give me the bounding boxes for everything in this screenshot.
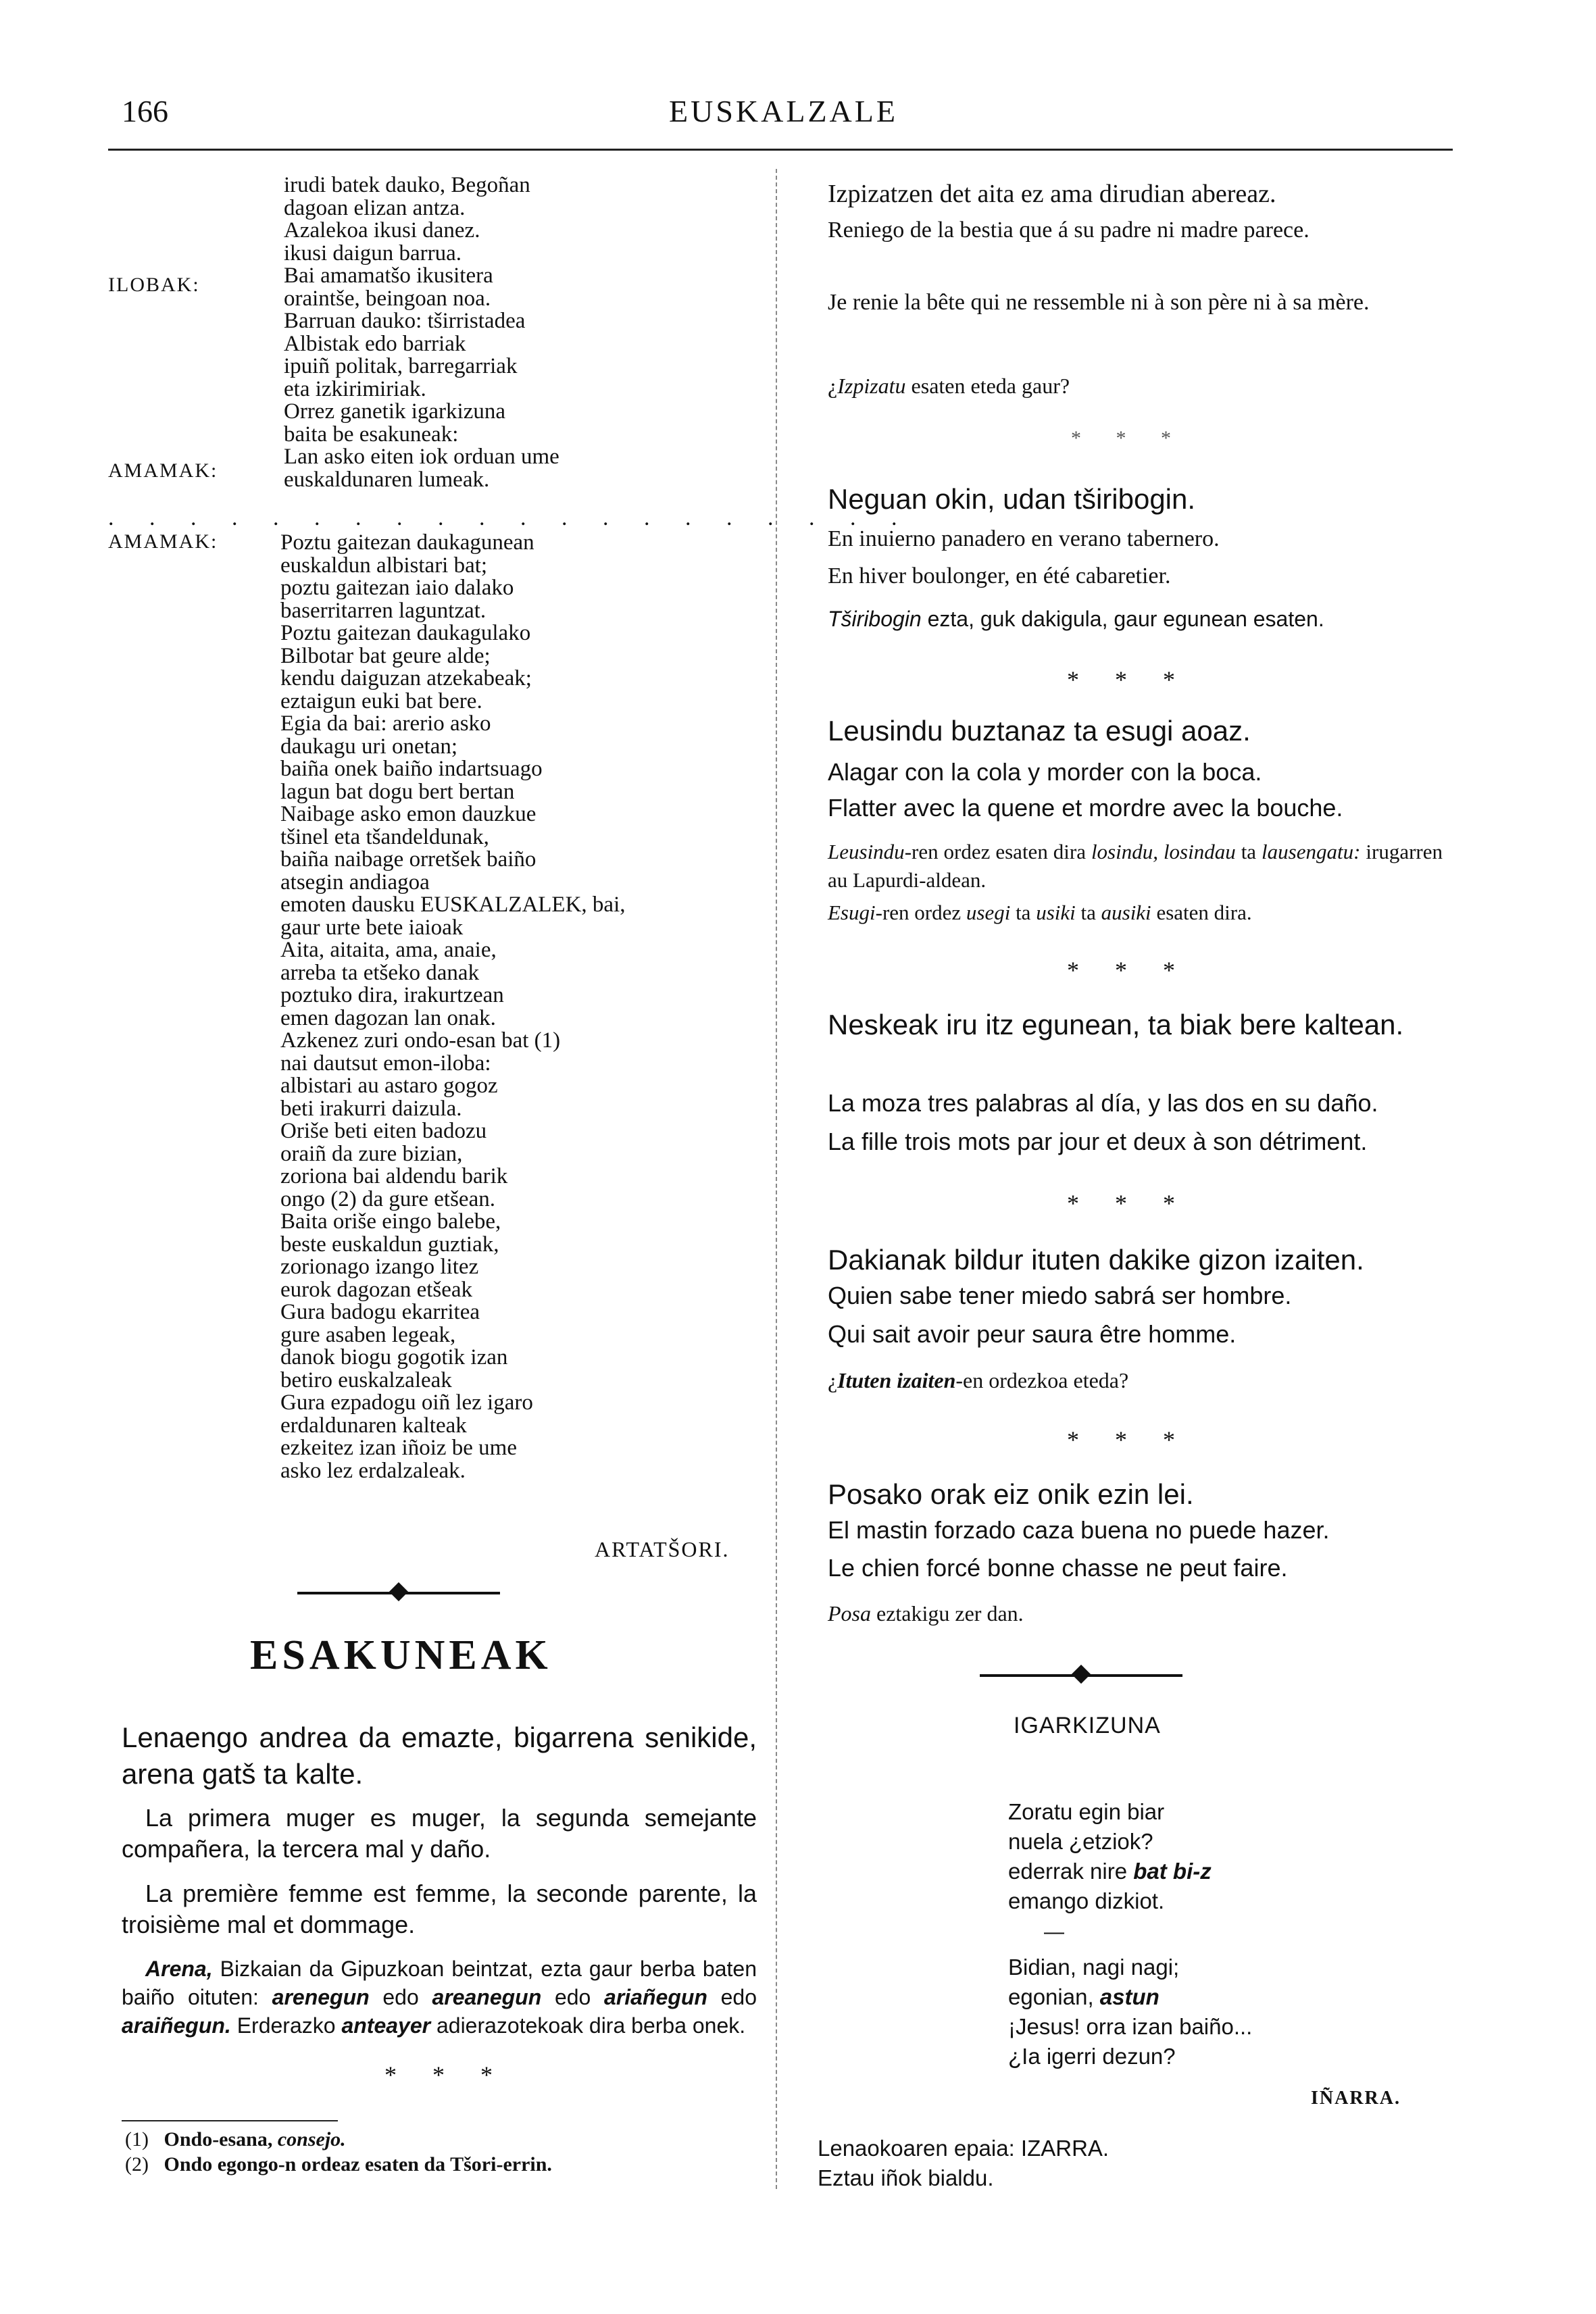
saying-note bbox=[828, 838, 1443, 895]
poem-line: Egia da bai: arerio asko bbox=[280, 711, 491, 736]
riddle-verse bbox=[1008, 1953, 1252, 2071]
stars-divider: * * * bbox=[1071, 427, 1186, 449]
poem-line: baiña naibage orretšek baiño bbox=[280, 847, 537, 872]
note-term: Arena, bbox=[145, 1957, 213, 1981]
poem-line: Aita, aitaita, ama, anaie, bbox=[280, 938, 497, 962]
note-term: usiki bbox=[1036, 901, 1076, 924]
header-rule bbox=[108, 149, 1453, 151]
poem-stanza-a bbox=[284, 174, 559, 491]
poem-line: ongo (2) da gure etšean. bbox=[280, 1186, 495, 1211]
poem-line: oraiñ da zure bizian, bbox=[280, 1141, 463, 1166]
riddle-line bbox=[1008, 1982, 1252, 2012]
poem-line: arreba ta etšeko danak bbox=[280, 960, 480, 985]
riddle-title: IGARKIZUNA bbox=[1014, 1713, 1161, 1738]
note-term: Izpizatu bbox=[837, 374, 906, 398]
stars-divider: * * * bbox=[1067, 1190, 1190, 1217]
poem-line: emoten dausku EUSKALZALEK, bai, bbox=[280, 892, 626, 917]
poem-line: Oriše beti eiten badozu bbox=[280, 1119, 487, 1143]
riddle-term: bat bi-z bbox=[1133, 1859, 1212, 1884]
poem-line: atsegin andiagoa bbox=[280, 870, 430, 895]
poem-line: Lan asko eiten iok orduan ume bbox=[284, 445, 559, 469]
note-term: araiñegun. bbox=[122, 2013, 231, 2038]
saying-basque: Izpizatzen det aita ez ama dirudian abereaz. bbox=[828, 180, 1276, 208]
note-text: adierazotekoak dira berba onek. bbox=[430, 2013, 746, 2038]
poem-line: Baita oriše eingo balebe, bbox=[280, 1209, 501, 1234]
poem-line: zoriona bai aldendu barik bbox=[280, 1164, 508, 1188]
footnotes bbox=[125, 2127, 552, 2177]
poem-line: lagun bat dogu bert bertan bbox=[280, 779, 515, 804]
poem-line: ipuiñ politak, barregarriak bbox=[284, 354, 518, 378]
page-number: 166 bbox=[122, 94, 168, 128]
saying-basque: Leusindu buztanaz ta esugi aoaz. bbox=[828, 715, 1251, 747]
note-text: ezta, guk dakigula, gaur egunean esaten. bbox=[921, 607, 1324, 631]
note-text: esaten eteda gaur? bbox=[905, 374, 1070, 398]
note-text: ¿ bbox=[828, 374, 838, 398]
poem-line: Bilbotar bat geure alde; bbox=[280, 643, 491, 668]
note-text: edo bbox=[541, 1985, 605, 2009]
stars-divider: * * * bbox=[384, 2061, 507, 2088]
answer-line: Eztau iñok bialdu. bbox=[818, 2165, 994, 2190]
footnote bbox=[125, 2127, 552, 2152]
poem-line: Gura badogu ekarritea bbox=[280, 1300, 480, 1324]
saying-french: La fille trois mots par jour et deux à son détriment. bbox=[828, 1128, 1368, 1155]
poem-line: danok biogu gogotik izan bbox=[280, 1345, 508, 1369]
note-text: ta bbox=[1235, 840, 1262, 863]
note-text: esaten dira. bbox=[1151, 901, 1252, 924]
poem-line: Azalekoa ikusi danez. bbox=[284, 218, 480, 243]
note-term: ausiki bbox=[1101, 901, 1151, 924]
note-text: edo bbox=[707, 1985, 757, 2009]
riddle-line: Bidian, nagi nagi; bbox=[1008, 1955, 1180, 1980]
note-text: eztakigu zer dan. bbox=[871, 1601, 1024, 1626]
poem-line: gure asaben legeak, bbox=[280, 1322, 456, 1347]
poem-line: eurok dagozan etšeak bbox=[280, 1277, 473, 1302]
riddle-line: ¡Jesus! orra izan baiño... bbox=[1008, 2014, 1253, 2039]
riddle-verse bbox=[1008, 1797, 1212, 1916]
poem-line: albistari au astaro gogoz bbox=[280, 1074, 498, 1098]
note-term: arenegun bbox=[272, 1985, 370, 2009]
poem-line: nai dautsut emon-iloba: bbox=[280, 1051, 491, 1076]
poem-line: beti irakurri daizula. bbox=[280, 1096, 462, 1121]
riddle-text: egonian, bbox=[1008, 1984, 1100, 2009]
saying-note bbox=[828, 1598, 1024, 1629]
poem-line: baserritarren laguntzat. bbox=[280, 598, 487, 623]
stars-divider: * * * bbox=[1067, 666, 1190, 693]
note-text: edo bbox=[369, 1985, 432, 2009]
riddle-term: astun bbox=[1099, 1984, 1159, 2009]
poem-line: eztaigun euki bat bere. bbox=[280, 688, 482, 713]
saying-french: La première femme est femme, la seconde parente, la troisième mal et dommage. bbox=[122, 1880, 757, 1938]
poem-line: oraintše, beingoan noa. bbox=[284, 286, 491, 311]
poem-line: daukagu uri onetan; bbox=[280, 734, 458, 759]
poem-line: ezkeitez izan iñoiz be ume bbox=[280, 1436, 517, 1460]
poem-line: Poztu gaitezan daukagunean bbox=[280, 530, 534, 555]
note-term: areanegun bbox=[432, 1985, 542, 2009]
saying-spanish: La primera muger es muger, la segunda semejante compañera, la tercera mal y daño. bbox=[122, 1804, 757, 1863]
note-term: losindu, losindau bbox=[1091, 840, 1236, 863]
poem-line: Bai amamatšo ikusitera bbox=[284, 263, 493, 288]
note-term: Tširibogin bbox=[828, 607, 922, 631]
poem-line: eta izkirimiriak. bbox=[284, 376, 426, 401]
footnote-text: Ondo egongo-n ordeaz esaten da Tšori-errin. bbox=[164, 2153, 552, 2175]
ornament-divider bbox=[980, 1662, 1182, 1689]
riddle-dash: — bbox=[1044, 1921, 1064, 1943]
footnote-mark: (1) bbox=[125, 2128, 149, 2150]
note-text: -ren ordez esaten dira bbox=[904, 840, 1091, 863]
poem-line: kendu daiguzan atzekabeak; bbox=[280, 666, 532, 690]
saying-basque: Dakianak bildur ituten dakike gizon izaiten. bbox=[828, 1244, 1364, 1276]
poem-line: Naibage asko emon dauzkue bbox=[280, 802, 537, 826]
poem-line: ikusi daigun barrua. bbox=[284, 241, 462, 266]
speaker-amamak: AMAMAK: bbox=[108, 459, 218, 482]
saying-spanish: En inuierno panadero en verano tabernero. bbox=[828, 526, 1220, 551]
note-text: -en ordezkoa eteda? bbox=[955, 1368, 1129, 1392]
poem-line: Orrez ganetik igarkizuna bbox=[284, 399, 506, 424]
saying-french: En hiver boulonger, en été cabaretier. bbox=[828, 563, 1171, 588]
poem-line: emen dagozan lan onak. bbox=[280, 1005, 496, 1030]
saying-spanish: Quien sabe tener miedo sabrá ser hombre. bbox=[828, 1282, 1292, 1309]
stars-divider: * * * bbox=[1067, 1426, 1190, 1453]
saying-note bbox=[122, 1955, 757, 2040]
footnote bbox=[125, 2152, 552, 2177]
saying-basque: Neskeak iru itz egunean, ta biak bere kaltean. bbox=[828, 1009, 1404, 1040]
note-term: Esugi bbox=[828, 901, 876, 924]
poem-line: gaur urte bete iaioak bbox=[280, 915, 464, 940]
poem-line: Poztu gaitezan daukagulako bbox=[280, 621, 531, 645]
ornament-divider bbox=[297, 1580, 500, 1607]
riddle-text: ederrak nire bbox=[1008, 1859, 1134, 1884]
poem-line: Gura ezpadogu oiñ lez igaro bbox=[280, 1390, 533, 1415]
riddle-line: Zoratu egin biar bbox=[1008, 1799, 1165, 1824]
riddle-answer bbox=[818, 2134, 1109, 2193]
saying-french: Flatter avec la quene et mordre avec la bouche. bbox=[828, 794, 1343, 822]
poem-line: euskaldunaren lumeak. bbox=[284, 467, 490, 492]
note-term: Posa bbox=[828, 1601, 871, 1626]
poem-stanza-b bbox=[280, 532, 626, 1482]
note-text: Bizkaian da Gipuzkoan beintzat, ezta gaur berba baten baiño oituten: bbox=[122, 1957, 757, 2009]
saying-note bbox=[828, 899, 1252, 927]
note-term: Leusindu bbox=[828, 840, 905, 863]
note-term: anteayer bbox=[341, 2013, 431, 2038]
saying-note bbox=[828, 1365, 1128, 1396]
saying-spanish: El mastin forzado caza buena no puede hazer. bbox=[828, 1516, 1330, 1544]
poem-line: tšinel eta tšandeldunak, bbox=[280, 824, 489, 849]
note-text: -ren ordez bbox=[875, 901, 966, 924]
poem-line: poztuko dira, irakurtzean bbox=[280, 983, 504, 1007]
ellipsis-divider: . . . . . . . . . . . . . . . . . . . . bbox=[108, 505, 912, 530]
poem-line: dagoan elizan antza. bbox=[284, 195, 466, 220]
column-divider bbox=[776, 169, 777, 2189]
saying-spanish: La moza tres palabras al día, y las dos en su daño. bbox=[828, 1089, 1378, 1117]
riddle-line: nuela ¿etziok? bbox=[1008, 1829, 1153, 1854]
poem-line: irudi batek dauko, Begoñan bbox=[284, 173, 530, 197]
saying-french: Qui sait avoir peur saura être homme. bbox=[828, 1320, 1237, 1348]
speaker-amamak: AMAMAK: bbox=[108, 530, 218, 553]
saying-french: Je renie la bête qui ne ressemble ni à son père ni à sa mère. bbox=[828, 290, 1370, 315]
riddle-line bbox=[1008, 1857, 1212, 1886]
footnote-text: Ondo-esana, bbox=[164, 2128, 278, 2150]
poem-line: beste euskaldun guztiak, bbox=[280, 1232, 499, 1257]
footnote-italic: consejo. bbox=[277, 2128, 346, 2150]
poem-line: Barruan dauko: tširristadea bbox=[284, 309, 526, 333]
note-term: lausengatu: bbox=[1262, 840, 1361, 863]
section-title: ESAKUNEAK bbox=[250, 1632, 552, 1678]
note-text: Erderazko bbox=[230, 2013, 342, 2038]
poem-line: asko lez erdalzaleak. bbox=[280, 1458, 466, 1483]
speaker-ilobak: ILOBAK: bbox=[108, 274, 200, 296]
riddle-line: emango dizkiot. bbox=[1008, 1888, 1165, 1913]
poem-line: euskaldun albistari bat; bbox=[280, 553, 488, 578]
footnote-rule bbox=[122, 2120, 338, 2121]
poem-line: baiña onek baiño indartsuago bbox=[280, 757, 543, 781]
poem-line: zorionago izango litez bbox=[280, 1255, 479, 1279]
poem-line: Albistak edo barriak bbox=[284, 331, 466, 356]
poem-line: baita be esakuneak: bbox=[284, 422, 459, 447]
poem-line: erdaldunaren kalteak bbox=[280, 1413, 467, 1438]
note-term: usegi bbox=[966, 901, 1011, 924]
riddle-line: ¿Ia igerri dezun? bbox=[1008, 2044, 1176, 2069]
note-text: ta bbox=[1010, 901, 1037, 924]
saying-note bbox=[828, 370, 1443, 401]
poem-line: betiro euskalzaleak bbox=[280, 1367, 452, 1392]
journal-title: EUSKALZALE bbox=[669, 94, 898, 128]
saying-basque: Neguan okin, udan tširibogin. bbox=[828, 483, 1196, 515]
note-text: irugarren au Lapurdi-aldean. bbox=[828, 840, 1443, 892]
note-text: ¿ bbox=[828, 1368, 838, 1392]
poem-line: Azkenez zuri ondo-esan bat (1) bbox=[280, 1028, 561, 1053]
riddle-signature: IÑARRA. bbox=[1311, 2088, 1401, 2109]
note-text: ta bbox=[1075, 901, 1101, 924]
poem-signature: ARTATŠORI. bbox=[595, 1537, 730, 1561]
saying-spanish: Alagar con la cola y morder con la boca. bbox=[828, 758, 1262, 786]
note-term: Ituten izaiten bbox=[837, 1368, 956, 1392]
saying-note bbox=[828, 605, 1324, 633]
answer-line: Lenaokoaren epaia: IZARRA. bbox=[818, 2136, 1109, 2161]
stars-divider: * * * bbox=[1067, 957, 1190, 984]
footnote-mark: (2) bbox=[125, 2153, 149, 2175]
poem-line: poztu gaitezan iaio dalako bbox=[280, 576, 514, 600]
note-term: ariañegun bbox=[604, 1985, 707, 2009]
saying-basque: Posako orak eiz onik ezin lei. bbox=[828, 1478, 1194, 1510]
saying-basque: Lenaengo andrea da emazte, bigarrena senikide, arena gatš ta kalte. bbox=[122, 1721, 757, 1790]
saying-french: Le chien forcé bonne chasse ne peut faire. bbox=[828, 1554, 1288, 1582]
saying-spanish: Reniego de la bestia que á su padre ni madre parece. bbox=[828, 218, 1310, 243]
